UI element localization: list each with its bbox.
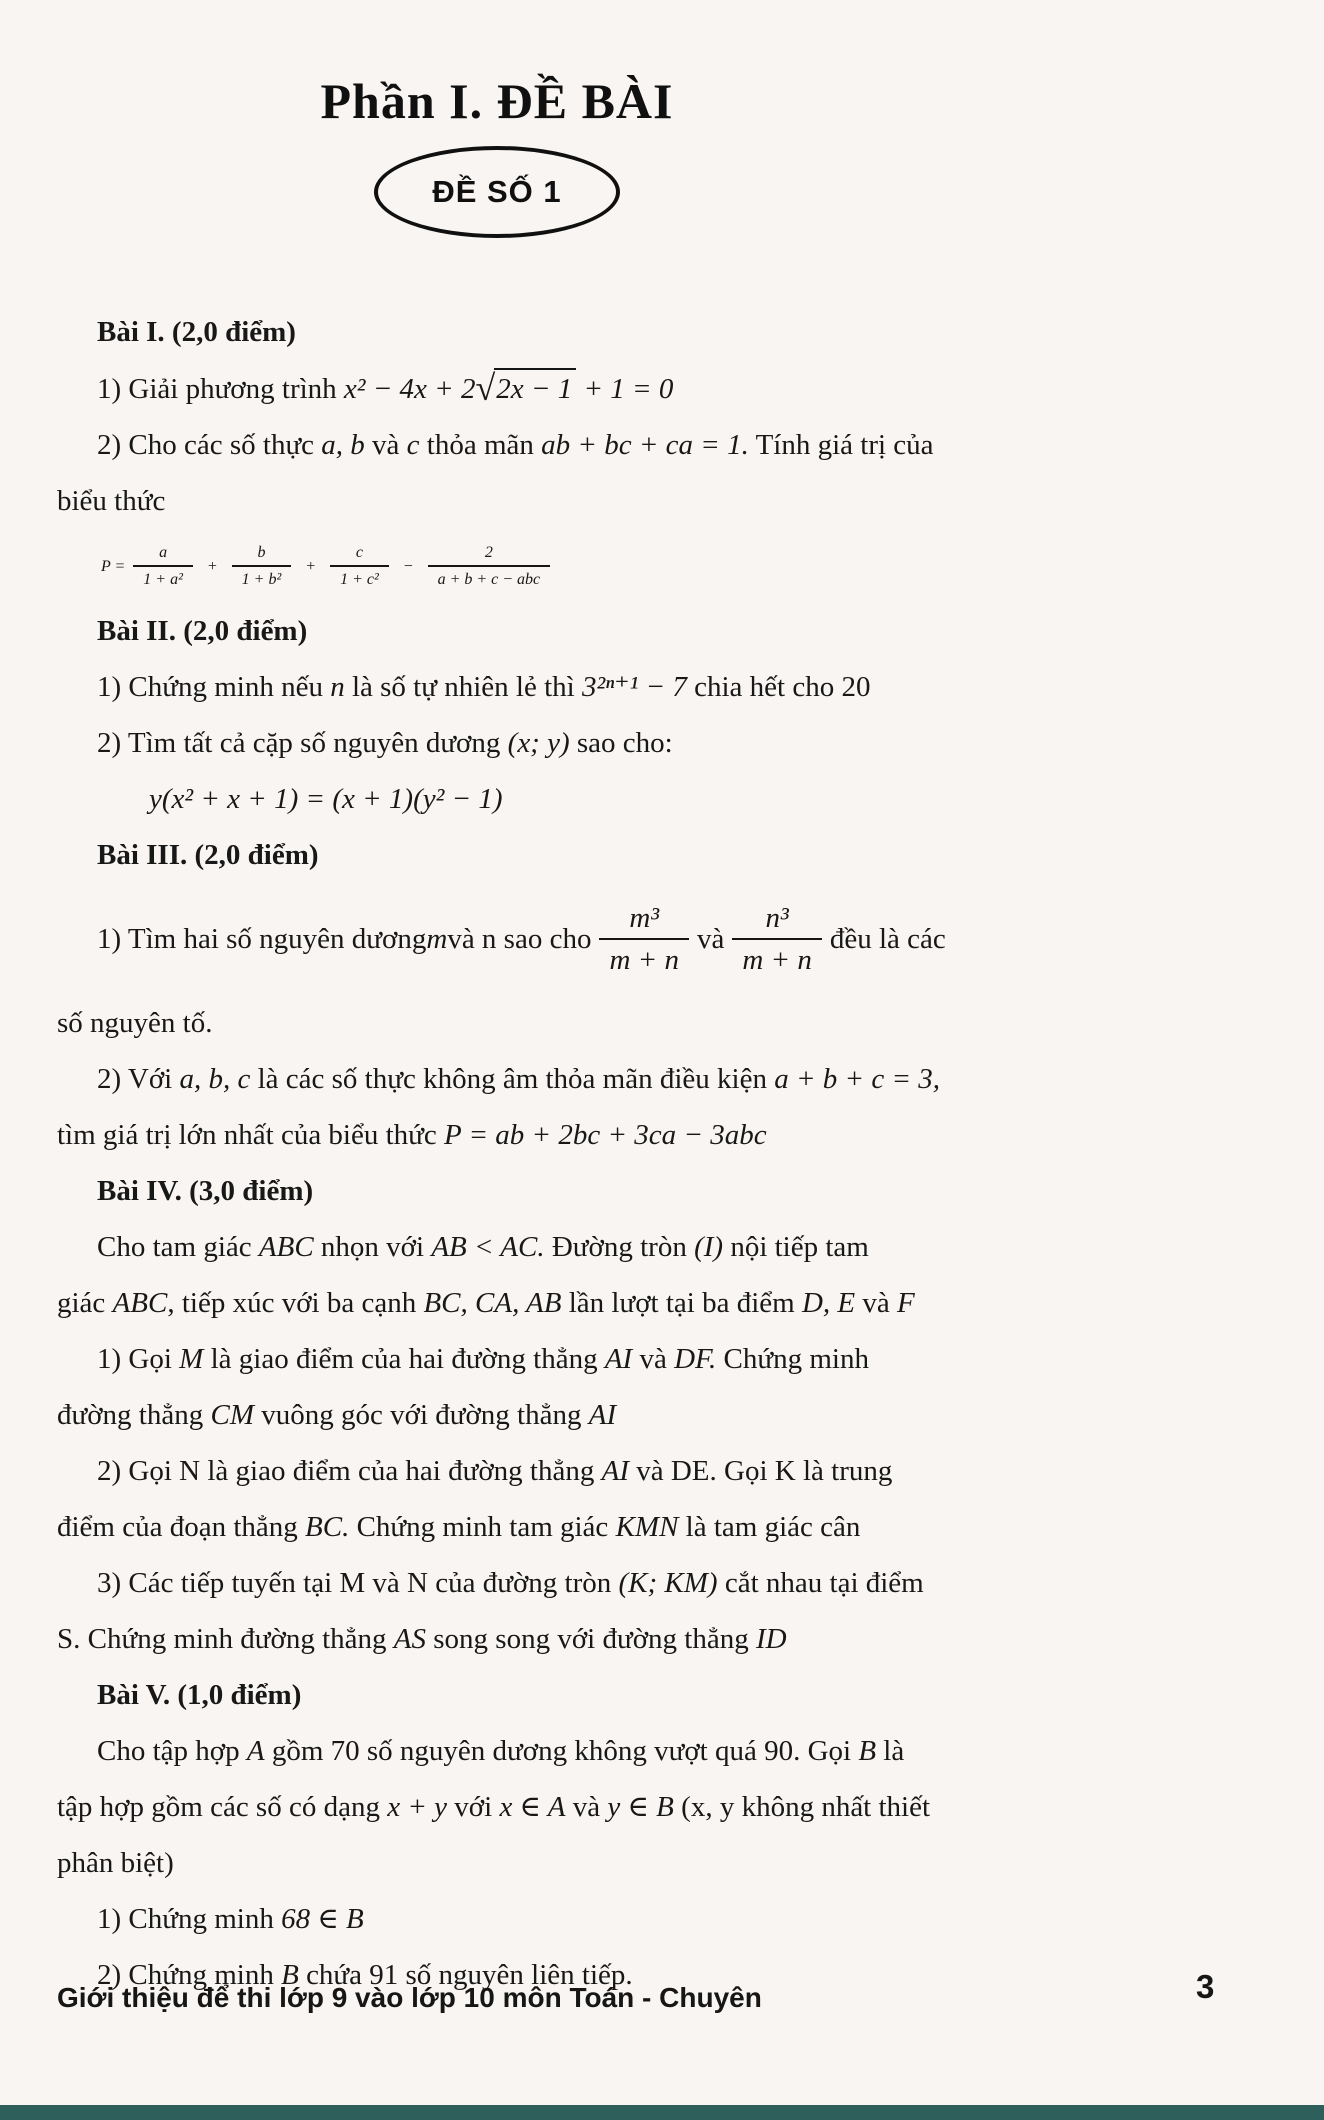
text-run: 2) Với xyxy=(97,1063,180,1096)
math-run: B xyxy=(858,1735,877,1768)
text-run: và xyxy=(696,922,725,955)
math-run: m xyxy=(426,922,448,955)
text-run: song song với đường thẳng xyxy=(426,1623,756,1656)
fraction-denominator: 1 + b² xyxy=(232,565,292,589)
text-run: là các số thực không âm thỏa mãn điều kiện xyxy=(250,1063,775,1096)
fraction xyxy=(133,543,193,589)
math-run: F xyxy=(897,1287,915,1320)
text-run: Chứng minh tam giác xyxy=(349,1511,616,1544)
math-run: KMN xyxy=(615,1511,679,1544)
problem-2-equation xyxy=(57,771,937,827)
text-run: Cho tam giác xyxy=(97,1231,259,1264)
text-run: đường thẳng xyxy=(57,1399,211,1432)
operator: + xyxy=(305,557,317,575)
fraction-numerator: c xyxy=(355,544,363,561)
text-run: biểu thức xyxy=(57,485,166,517)
text-run: và xyxy=(632,1343,675,1376)
math-run: AB < AC. xyxy=(431,1231,545,1264)
text-run: nội tiếp tam xyxy=(723,1231,869,1264)
text-run: và DE. Gọi K là trung xyxy=(628,1455,893,1488)
operator: − xyxy=(402,557,414,575)
fraction-numerator: b xyxy=(257,544,266,561)
math-run: y(x² + x + 1) = (x + 1)(y² − 1) xyxy=(149,783,503,816)
text-run: , tiếp xúc với ba cạnh xyxy=(167,1287,424,1320)
text-run: điểm của đoạn thẳng xyxy=(57,1511,306,1544)
problem-4-intro xyxy=(57,1219,937,1275)
problem-3-q1-cont xyxy=(57,995,937,1051)
math-run: A xyxy=(246,1735,265,1768)
heading-run: Bài IV. (3,0 điểm) xyxy=(97,1175,314,1208)
problem-4-heading xyxy=(57,1163,937,1219)
fraction xyxy=(330,543,389,589)
math-run: P = xyxy=(101,557,126,575)
problem-5-intro-cont2 xyxy=(57,1835,937,1891)
problem-1-heading xyxy=(57,304,937,360)
text-run: 2) Chứng minh xyxy=(97,1959,282,1992)
text-run: là xyxy=(876,1735,905,1768)
text-run: Tính giá trị của xyxy=(748,429,934,461)
fraction-denominator: 1 + c² xyxy=(330,565,389,589)
fraction-numerator: m³ xyxy=(629,901,660,934)
math-run: x² − 4x + 2 xyxy=(343,373,476,405)
text-run: Đường tròn xyxy=(544,1231,695,1264)
problem-4-q2-cont xyxy=(57,1499,937,1555)
math-run: c xyxy=(406,429,420,461)
text-run: số nguyên tố. xyxy=(57,1007,213,1040)
math-run: BC, CA, AB xyxy=(423,1287,562,1320)
heading-run: Bài V. (1,0 điểm) xyxy=(97,1679,302,1712)
problem-4-q1 xyxy=(57,1331,937,1387)
bottom-scan-bar xyxy=(0,2105,1324,2120)
document-page xyxy=(57,0,946,2003)
text-run: 2) Tìm tất cả cặp số nguyên dương xyxy=(97,727,508,760)
text-run: 2) Cho các số thực xyxy=(97,429,322,461)
fraction-numerator: 2 xyxy=(484,544,493,561)
text-run: 1) Giải phương trình xyxy=(97,373,344,405)
problem-2-q2 xyxy=(57,715,937,771)
problem-1-q2-cont xyxy=(57,473,937,529)
fraction-numerator: n³ xyxy=(765,901,789,934)
fraction-denominator: m + n xyxy=(599,938,689,978)
math-run: CM xyxy=(210,1399,254,1432)
math-run: BC. xyxy=(305,1511,350,1544)
problem-4-q3-cont xyxy=(57,1611,937,1667)
fraction xyxy=(428,543,551,589)
exam-badge-label: ĐỀ SỐ 1 xyxy=(432,174,562,209)
text-run: là giao điểm của hai đường thẳng xyxy=(203,1343,605,1376)
text-run: 3) Các tiếp tuyến tại M và N của đường tròn xyxy=(97,1567,619,1600)
text-run: 1) Tìm hai số nguyên dương xyxy=(97,922,427,955)
math-run: (I) xyxy=(694,1231,724,1264)
math-run: a + b + c = 3, xyxy=(774,1063,941,1096)
radicand: 2x − 1 xyxy=(494,368,576,407)
text-run: Chứng minh xyxy=(716,1343,869,1376)
text-run: tìm giá trị lớn nhất của biểu thức xyxy=(57,1119,445,1152)
text-run: đều là các xyxy=(829,922,946,955)
fraction-denominator: a + b + c − abc xyxy=(428,565,551,589)
problem-1-q2 xyxy=(57,417,937,473)
math-run: AI xyxy=(604,1343,633,1376)
problem-3-q1 xyxy=(57,883,946,995)
page-number: 3 xyxy=(1196,1968,1215,2005)
text-run: cắt nhau tại điểm xyxy=(717,1567,924,1600)
exam-body xyxy=(57,304,946,2003)
text-run: phân biệt) xyxy=(57,1847,174,1880)
text-run: và n sao cho xyxy=(447,922,592,955)
math-run: ab + bc + ca = 1. xyxy=(541,429,749,461)
math-run: M xyxy=(179,1343,204,1376)
math-run: D, E xyxy=(801,1287,856,1320)
text-run: sao cho: xyxy=(569,727,673,760)
formula-P xyxy=(57,529,937,603)
math-run: (K; KM) xyxy=(618,1567,718,1600)
math-run: B xyxy=(281,1959,299,1992)
math-run: AI xyxy=(588,1399,617,1432)
text-run: và xyxy=(565,1791,608,1824)
text-run: (x, y không nhất thiết xyxy=(673,1791,931,1824)
problem-2-heading xyxy=(57,603,937,659)
square-root xyxy=(476,360,577,417)
text-run: và xyxy=(855,1287,897,1320)
math-run: 68 ∈ B xyxy=(281,1903,364,1936)
text-run: chia hết cho 20 xyxy=(686,671,871,704)
text-run: lần lượt tại ba điểm xyxy=(561,1287,802,1320)
fraction-denominator: 1 + a² xyxy=(133,565,193,589)
math-run: AS xyxy=(393,1623,427,1656)
problem-4-q2 xyxy=(57,1443,937,1499)
footer-text: Giới thiệu để thi lớp 9 vào lớp 10 môn Toán - Chuyên xyxy=(57,1982,762,2013)
text-run: chứa 91 số nguyên liên tiếp. xyxy=(298,1959,633,1992)
text-run: 1) Gọi xyxy=(97,1343,180,1376)
text-run: với xyxy=(447,1791,500,1824)
text-run: giác xyxy=(57,1287,113,1320)
math-run: DF. xyxy=(674,1343,717,1376)
heading-run: Bài I. (2,0 điểm) xyxy=(97,316,296,348)
text-run: 1) Chứng minh nếu xyxy=(97,671,331,704)
problem-3-heading xyxy=(57,827,937,883)
text-run: S. Chứng minh đường thẳng xyxy=(57,1623,394,1656)
math-run: ID xyxy=(755,1623,787,1656)
text-run: là tam giác cân xyxy=(678,1511,861,1544)
heading-run: Bài III. (2,0 điểm) xyxy=(97,839,319,872)
page-title: Phần I. ĐỀ BÀI xyxy=(320,73,674,129)
problem-5-intro xyxy=(57,1723,937,1779)
fraction-denominator: m + n xyxy=(732,938,822,978)
text-run: nhọn với xyxy=(313,1231,432,1264)
fraction xyxy=(732,901,822,979)
fraction-numerator: a xyxy=(159,544,168,561)
math-run: x + y xyxy=(387,1791,448,1824)
math-run: a, b, c xyxy=(179,1063,251,1096)
problem-3-q2-cont xyxy=(57,1107,937,1163)
problem-5-heading xyxy=(57,1667,937,1723)
exam-number-badge xyxy=(374,146,620,238)
text-run: tập hợp gồm các số có dạng xyxy=(57,1791,388,1824)
math-run: y ∈ B xyxy=(607,1791,674,1824)
problem-4-q3 xyxy=(57,1555,937,1611)
math-run: AI xyxy=(601,1455,629,1488)
text-run: 1) Chứng minh xyxy=(97,1903,282,1936)
heading-run: Bài II. (2,0 điểm) xyxy=(97,615,308,648)
operator: + xyxy=(206,557,218,575)
text-run: 2) Gọi N là giao điểm của hai đường thẳng xyxy=(97,1455,602,1488)
math-run: a, b xyxy=(321,429,365,461)
text-run: thỏa mãn xyxy=(419,429,542,461)
problem-4-intro-cont xyxy=(57,1275,937,1331)
radical-sign: √ xyxy=(475,368,496,408)
problem-5-q1 xyxy=(57,1891,937,1947)
math-run: P = ab + 2bc + 3ca − 3abc xyxy=(444,1119,767,1152)
problem-2-q1 xyxy=(57,659,937,715)
math-run: + 1 = 0 xyxy=(576,373,674,405)
text-run: gồm 70 số nguyên dương không vượt quá 90. Gọi xyxy=(264,1735,859,1768)
problem-4-q1-cont xyxy=(57,1387,937,1443)
math-run: (x; y) xyxy=(507,727,570,760)
text-run: là số tự nhiên lẻ thì xyxy=(344,671,582,704)
math-run: 3²ⁿ⁺¹ − 7 xyxy=(581,671,687,704)
math-run: n xyxy=(330,671,345,704)
fraction xyxy=(232,543,292,589)
text-run: và xyxy=(364,429,407,461)
text-run: vuông góc với đường thẳng xyxy=(253,1399,589,1432)
problem-1-q1 xyxy=(57,360,937,417)
text-run: Cho tập hợp xyxy=(97,1735,247,1768)
math-run: ABC xyxy=(258,1231,314,1264)
fraction xyxy=(599,901,689,979)
problem-3-q2 xyxy=(57,1051,941,1107)
math-run: ABC xyxy=(112,1287,168,1320)
problem-5-intro-cont xyxy=(57,1779,937,1835)
math-run: x ∈ A xyxy=(499,1791,566,1824)
